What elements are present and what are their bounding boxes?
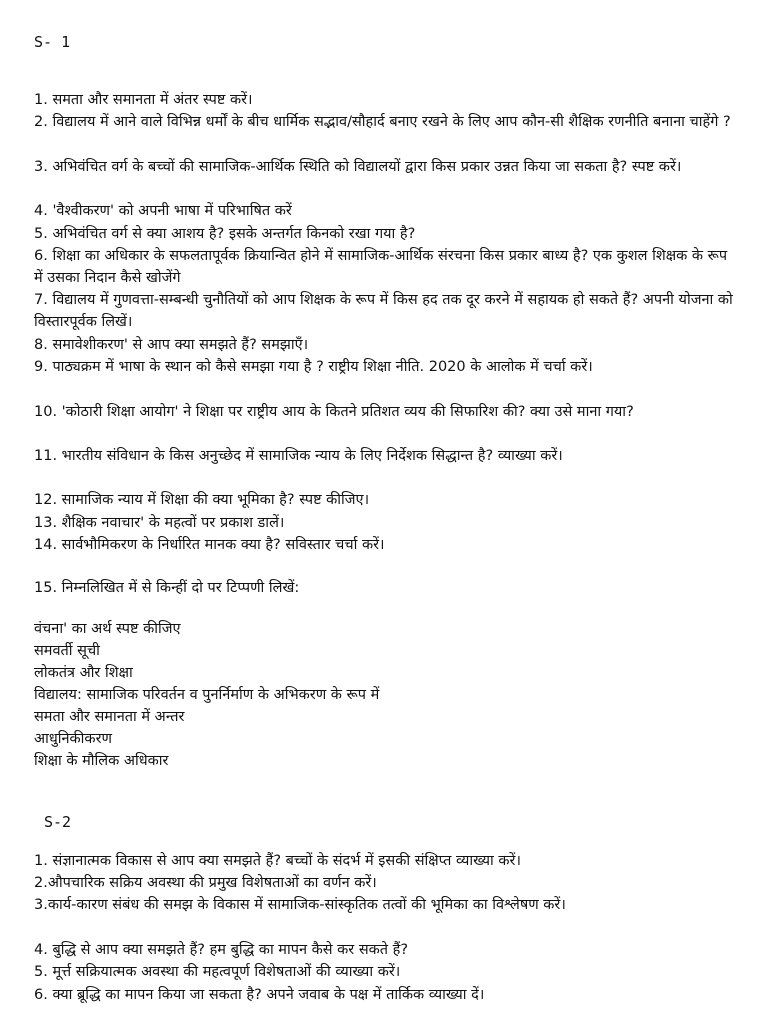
topic-item: लोकतंत्र और शिक्षा bbox=[34, 665, 133, 681]
question-item: 5. मूर्त्त सक्रियात्मक अवस्था की महत्वपूर्ण विशेषताओं की व्याख्या करें। bbox=[34, 964, 401, 980]
topic-item: विद्यालय: सामाजिक परिवर्तन व पुनर्निर्माण के अभिकरण के रूप में bbox=[34, 687, 380, 703]
topic-item: शिक्षा के मौलिक अधिकार bbox=[34, 753, 169, 769]
question-item: 11. भारतीय संविधान के किस अनुच्छेद में सामाजिक न्याय के लिए निर्देशक सिद्धान्त है? व्याख्या करें। bbox=[34, 448, 563, 464]
question-item: 4. बुद्धि से आप क्या समझते हैं? हम बुद्धि का मापन कैसे कर सकते हैं? bbox=[34, 942, 409, 958]
question-item: 2.औपचारिक सक्रिय अवस्था की प्रमुख विशेषताओं का वर्णन करें। bbox=[34, 875, 377, 891]
topic-item: वंचना' का अर्थ स्पष्ट कीजिए bbox=[34, 621, 181, 637]
section-heading-s1: S- 1 bbox=[34, 33, 71, 51]
question-item: 14. सार्वभौमिकरण के निर्धारित मानक क्या है? सविस्तार चर्चा करें। bbox=[34, 537, 385, 553]
question-item: 12. सामाजिक न्याय में शिक्षा की क्या भूमिका है? स्पष्ट कीजिए। bbox=[34, 492, 370, 508]
question-item: 5. अभिवंचित वर्ग से क्या आशय है? इसके अन्तर्गत किनको रखा गया है? bbox=[34, 226, 416, 242]
question-item: 10. 'कोठारी शिक्षा आयोग' ने शिक्षा पर राष्ट्रीय आय के कितने प्रतिशत व्यय की सिफारिश की? क्या उसे माना गया? bbox=[34, 404, 634, 420]
question-item: 6. क्या ब्रूद्धि का मापन किया जा सकता है? अपने जवाब के पक्ष में तार्किक व्याख्या दें। bbox=[34, 987, 485, 1003]
question-item-15: 15. निम्नलिखित में से किन्हीं दो पर टिप्पणी लिखें: bbox=[34, 580, 300, 596]
question-item: 7. विद्यालय में गुणवत्ता-सम्बन्धी चुनौतियों को आप शिक्षक के रूप में किस हद तक दूर करने में सहायक हो सकते हैं? अपनी योजना को विस्तारपूर्वक लिखें। bbox=[34, 292, 733, 331]
question-item: 3.कार्य-कारण संबंध की समझ के विकास में सामाजिक-सांस्कृतिक तत्वों की भूमिका का विश्लेषण करें। bbox=[34, 897, 566, 913]
question-item: 8. समावेशीकरण' से आप क्या समझते हैं? समझाएँ। bbox=[34, 337, 309, 353]
topic-item: समता और समानता में अन्तर bbox=[34, 709, 185, 725]
section-heading-s2: S-2 bbox=[44, 813, 72, 831]
question-item: 4. 'वैश्वीकरण' को अपनी भाषा में परिभाषित करें bbox=[34, 203, 292, 219]
topic-item: आधुनिकीकरण bbox=[34, 731, 112, 747]
question-item: 3. अभिवंचित वर्ग के बच्चों की सामाजिक-आर्थिक स्थिति को विद्यालयों द्वारा किस प्रकार उन्नत किया जा सकता है? स्पष्ट करें। bbox=[34, 159, 682, 175]
question-item: 13. शैक्षिक नवाचार' के महत्वों पर प्रकाश डालें। bbox=[34, 515, 285, 531]
question-item: 9. पाठ्यक्रम में भाषा के स्थान को कैसे समझा गया है ? राष्ट्रीय शिक्षा नीति. 2020 के आलोक में चर्चा करें। bbox=[34, 359, 593, 375]
question-item: 1. संज्ञानात्मक विकास से आप क्या समझते हैं? बच्चों के संदर्भ में इसकी संक्षिप्त व्याख्या करें। bbox=[34, 853, 521, 869]
question-item: 2. विद्यालय में आने वाले विभिन्न धर्मों के बीच धार्मिक सद्भाव/सौहार्द बनाए रखने के लिए आप कौन-सी शैक्षिक रणनीति बनाना चाहेंगे ? bbox=[34, 114, 731, 130]
question-item: 6. शिक्षा का अधिकार के सफलतापूर्वक क्रियान्वित होने में सामाजिक-आर्थिक संरचना किस प्रकार बाध्य है? एक कुशल शिक्षक के रूप में उसका निदान कैसे खोजेंगे bbox=[34, 248, 728, 287]
topic-item: समवर्ती सूची bbox=[34, 643, 100, 659]
question-item: 1. समता और समानता में अंतर स्पष्ट करें। bbox=[34, 92, 253, 108]
